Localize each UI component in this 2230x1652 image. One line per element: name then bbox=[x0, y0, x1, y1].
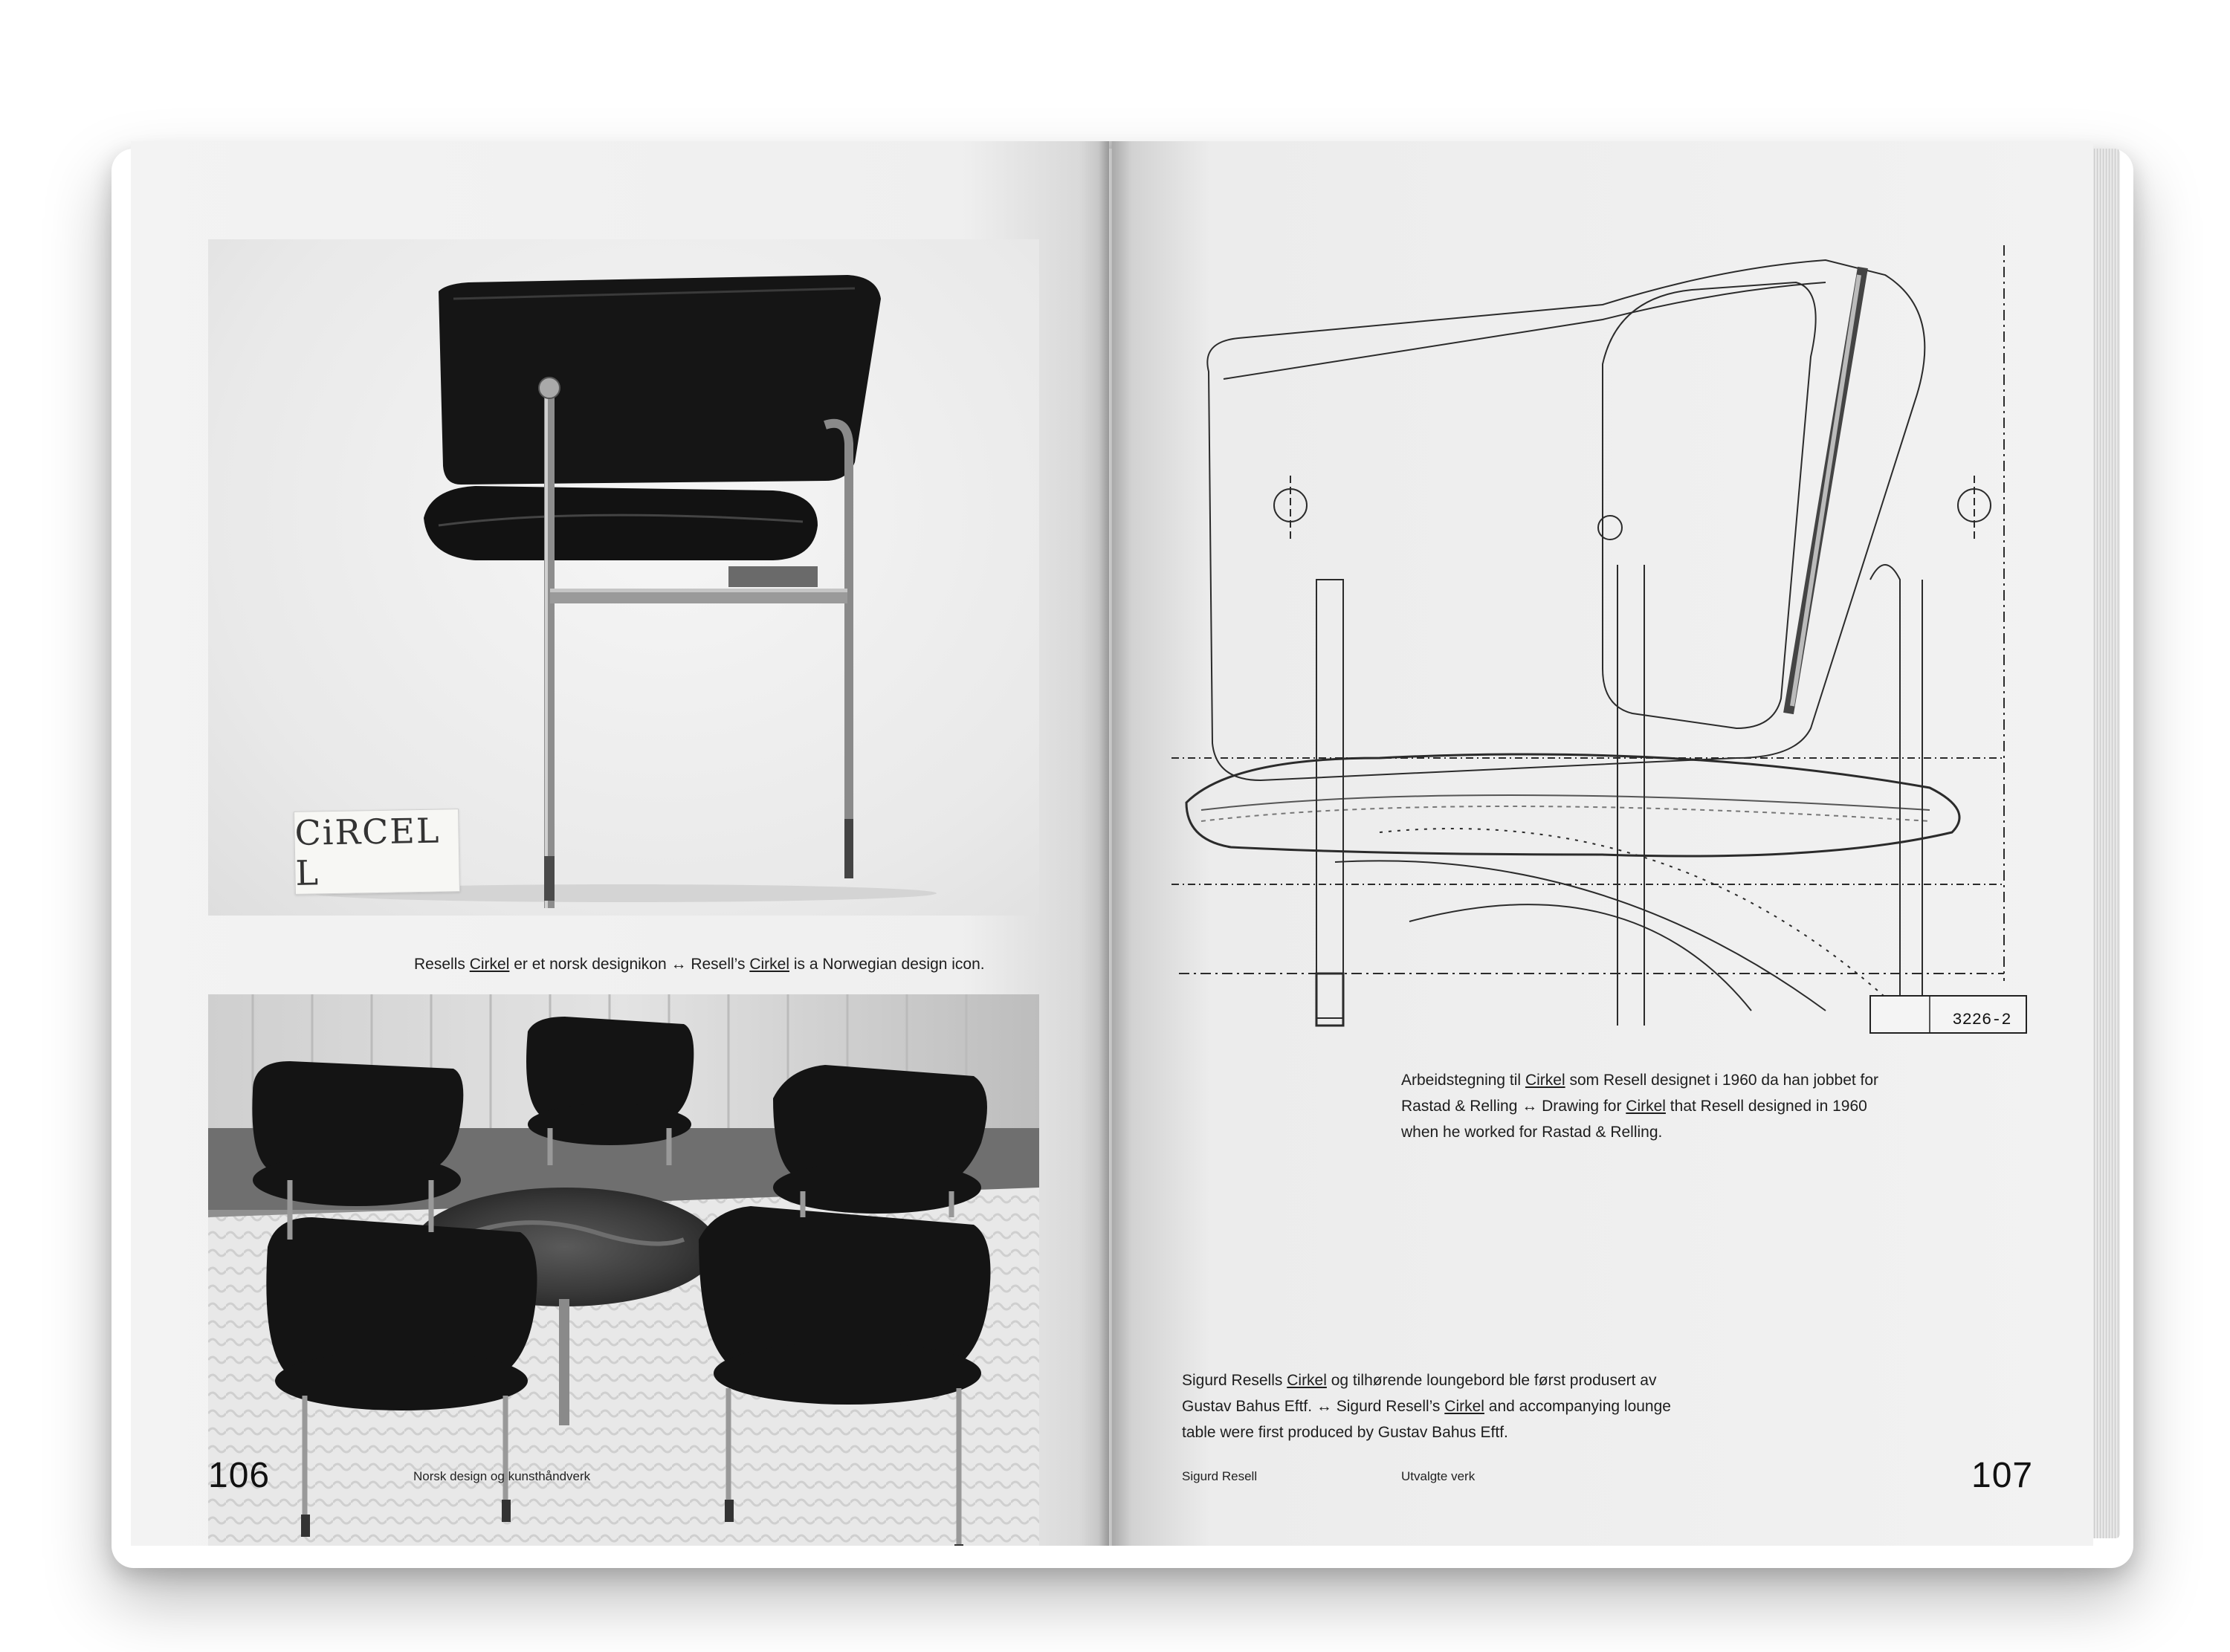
running-section: Utvalgte verk bbox=[1401, 1469, 1476, 1483]
technical-drawing bbox=[1157, 193, 2034, 1040]
drawing-number: 3226-2 bbox=[1952, 1011, 2011, 1029]
caption-text: Rastad & Relling ↔ Drawing for bbox=[1401, 1098, 1626, 1115]
caption-term: Cirkel bbox=[1626, 1098, 1666, 1115]
running-author: Sigurd Resell bbox=[1182, 1469, 1258, 1483]
caption-text: Resells bbox=[414, 956, 470, 973]
running-title: Norsk design og kunsthåndverk bbox=[413, 1469, 591, 1483]
caption-term: Cirkel bbox=[469, 956, 510, 973]
page-number-right: 107 bbox=[1971, 1456, 2034, 1495]
caption-text: that Resell designed in 1960 bbox=[1665, 1098, 1867, 1115]
left-page bbox=[131, 141, 1109, 1546]
page-edges bbox=[2089, 149, 2120, 1538]
caption-term: Cirkel bbox=[749, 956, 789, 973]
caption-text: table were first produced by Gustav Bahus Eftf. bbox=[1182, 1424, 1508, 1441]
caption-text: og tilhørende loungebord ble først produsert av bbox=[1326, 1372, 1657, 1389]
caption-term: Cirkel bbox=[1444, 1398, 1484, 1415]
chair-side-photo bbox=[208, 239, 1039, 916]
drawing-caption bbox=[1401, 1067, 1878, 1145]
caption-text: Sigurd Resells bbox=[1182, 1372, 1287, 1389]
caption-text: when he worked for Rastad & Relling. bbox=[1401, 1124, 1663, 1141]
right-page bbox=[1112, 141, 2093, 1546]
caption-text: Arbeidstegning til bbox=[1401, 1072, 1525, 1089]
caption-text: is a Norwegian design icon. bbox=[789, 956, 985, 973]
caption-term: Cirkel bbox=[1287, 1372, 1327, 1389]
page-number-left: 106 bbox=[208, 1456, 271, 1495]
caption-text: som Resell designet i 1960 da han jobbet for bbox=[1565, 1072, 1879, 1089]
lounge-group-photo bbox=[208, 994, 1039, 1546]
caption-text: er et norsk designikon ↔ Resell’s bbox=[509, 956, 750, 973]
caption-text: Gustav Bahus Eftf. ↔ Sigurd Resell’s bbox=[1182, 1398, 1445, 1415]
production-caption bbox=[1182, 1367, 1671, 1445]
caption-text: and accompanying lounge bbox=[1484, 1398, 1671, 1415]
chair-photo-caption bbox=[414, 951, 985, 977]
chair-model-label: CiRCEL L bbox=[294, 809, 460, 895]
chair-technical-drawing bbox=[1157, 193, 2034, 1040]
lounge-group-illustration bbox=[208, 994, 1039, 1546]
caption-term: Cirkel bbox=[1525, 1072, 1565, 1089]
